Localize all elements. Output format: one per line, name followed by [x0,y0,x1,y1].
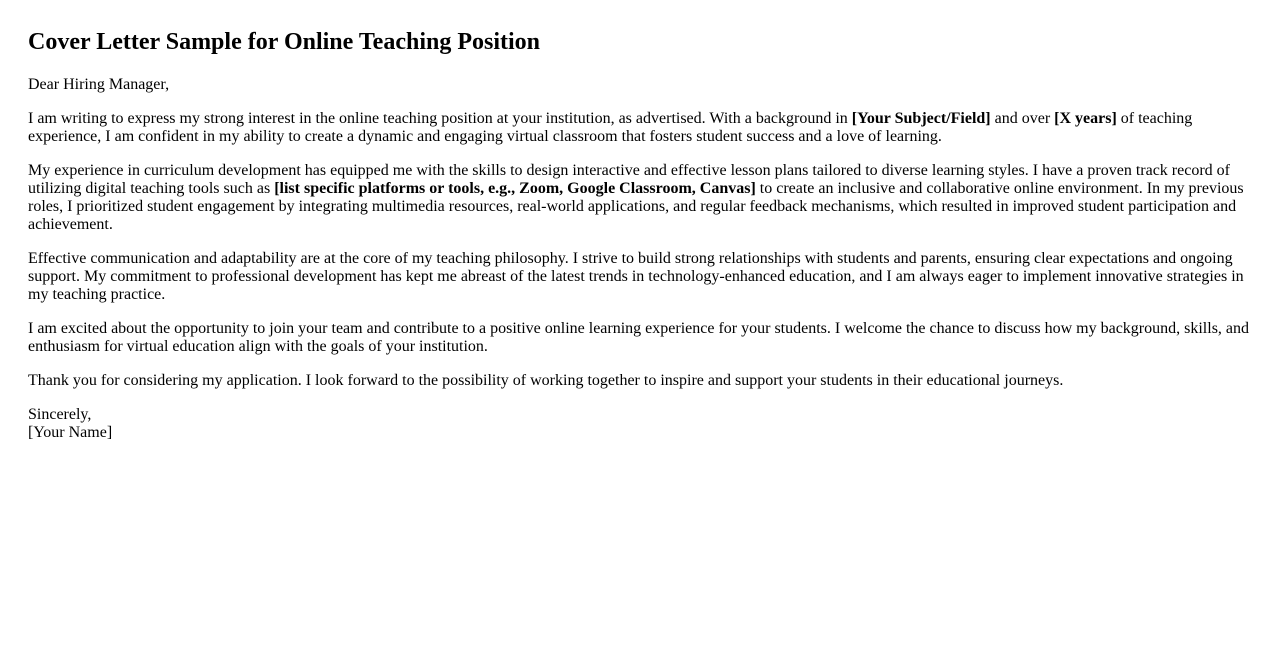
paragraph-experience [28,162,1250,234]
paragraph-text: of teaching experience, I am confident in my ability to create a dynamic and engaging virtual classroom that fosters student success and a love of learning. [28,110,1193,145]
paragraph-introduction [28,110,1250,146]
paragraph-text: and over [990,110,1055,127]
signature: [Your Name] [28,424,113,441]
paragraph-communication: Effective communication and adaptability are at the core of my teaching philosophy. I strive to build strong relationships with students and parents, ensuring clear expectations and ongoing support. My commitment to professional development has kept me abreast of the latest trends in technology-enhanced education, and I am always eager to implement innovative strategies in my teaching practice. [28,250,1244,303]
placeholder-years: [X years] [1054,110,1117,127]
page-title: Cover Letter Sample for Online Teaching Position [28,29,541,55]
placeholder-subject-field: [Your Subject/Field] [851,110,991,127]
paragraph-opportunity: I am excited about the opportunity to join your team and contribute to a positive online learning experience for your students. I welcome the chance to discuss how my background, skills, and enthusiasm for virtual education align with the goals of your institution. [28,320,1250,355]
paragraph-text: to create an inclusive and collaborative online environment. In my previous roles, I prioritized student engagement by integrating multimedia resources, real-world applications, and regular feedback mechanisms, which resulted in improved student participation and achievement. [28,180,1244,233]
closing: Sincerely, [28,406,92,423]
placeholder-platforms: [list specific platforms or tools, e.g., Zoom, Google Classroom, Canvas] [274,180,756,197]
paragraph-text: My experience in curriculum development has equipped me with the skills to design interactive and effective lesson plans tailored to diverse learning styles. I have a proven track record of utilizing digital teaching tools such as [28,162,1230,197]
paragraph-text: I am writing to express my strong interest in the online teaching position at your institution, as advertised. With a background in [28,110,852,127]
salutation: Dear Hiring Manager, [28,76,170,93]
paragraph-thanks: Thank you for considering my application. I look forward to the possibility of working together to inspire and support your students in their educational journeys. [28,372,1064,389]
closing-block [28,406,1250,442]
